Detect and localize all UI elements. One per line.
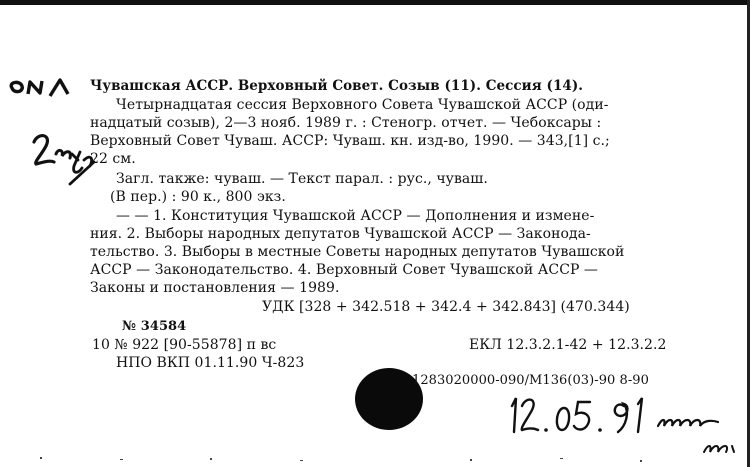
isbn-code: 1283020000-090/М136(03)-90 8-90 — [412, 373, 649, 388]
subject-line: — — 1. Конституция Чувашской АССР — Дополнения и измене- — [116, 208, 595, 224]
description-line: Четырнадцатая сессия Верховного Совета Чувашской АССР (оди- — [116, 97, 609, 113]
card-top-edge — [0, 0, 750, 5]
subject-line: АССР — Законодательство. 4. Верховный Совет Чувашской АССР — — [90, 262, 598, 278]
handwritten-onl-mark — [6, 76, 88, 108]
subject-line: тельство. 3. Выборы в местные Советы народных депутатов Чувашской — [90, 244, 625, 260]
subject-line: Законы и постановления — 1989. — [90, 280, 340, 296]
order-line: 10 № 922 [90-55878] п вс — [92, 337, 277, 353]
scan-noise — [0, 449, 750, 463]
ekl-classification: ЕКЛ 12.3.2.1-42 + 12.3.2.2 — [469, 337, 667, 353]
udc-classification: УДК [328 + 342.518 + 342.4 + 342.843] (470.344) — [262, 299, 630, 315]
description-line: Верховный Совет Чуваш. АССР: Чуваш. кн. изд-во, 1990. — 343,[1] с.; — [90, 133, 610, 149]
card-heading: Чувашская АССР. Верховный Совет. Созыв (11). Сессия (14). — [90, 78, 584, 94]
record-number: № 34584 — [122, 319, 187, 334]
handwritten-date — [506, 392, 742, 438]
printer-line: НПО ВКП 01.11.90 Ч-823 — [116, 355, 305, 371]
description-line: 22 см. — [90, 151, 136, 167]
subject-line: ния. 2. Выборы народных депутатов Чувашской АССР — Законода- — [90, 226, 591, 242]
note-line: (В пер.) : 90 к., 800 экз. — [110, 189, 286, 205]
note-line: Загл. также: чуваш. — Текст парал. : рус., чуваш. — [116, 171, 488, 187]
description-line: надцатый созыв), 2—3 нояб. 1989 г. : Стеногр. отчет. — Чебоксары : — [90, 115, 602, 131]
